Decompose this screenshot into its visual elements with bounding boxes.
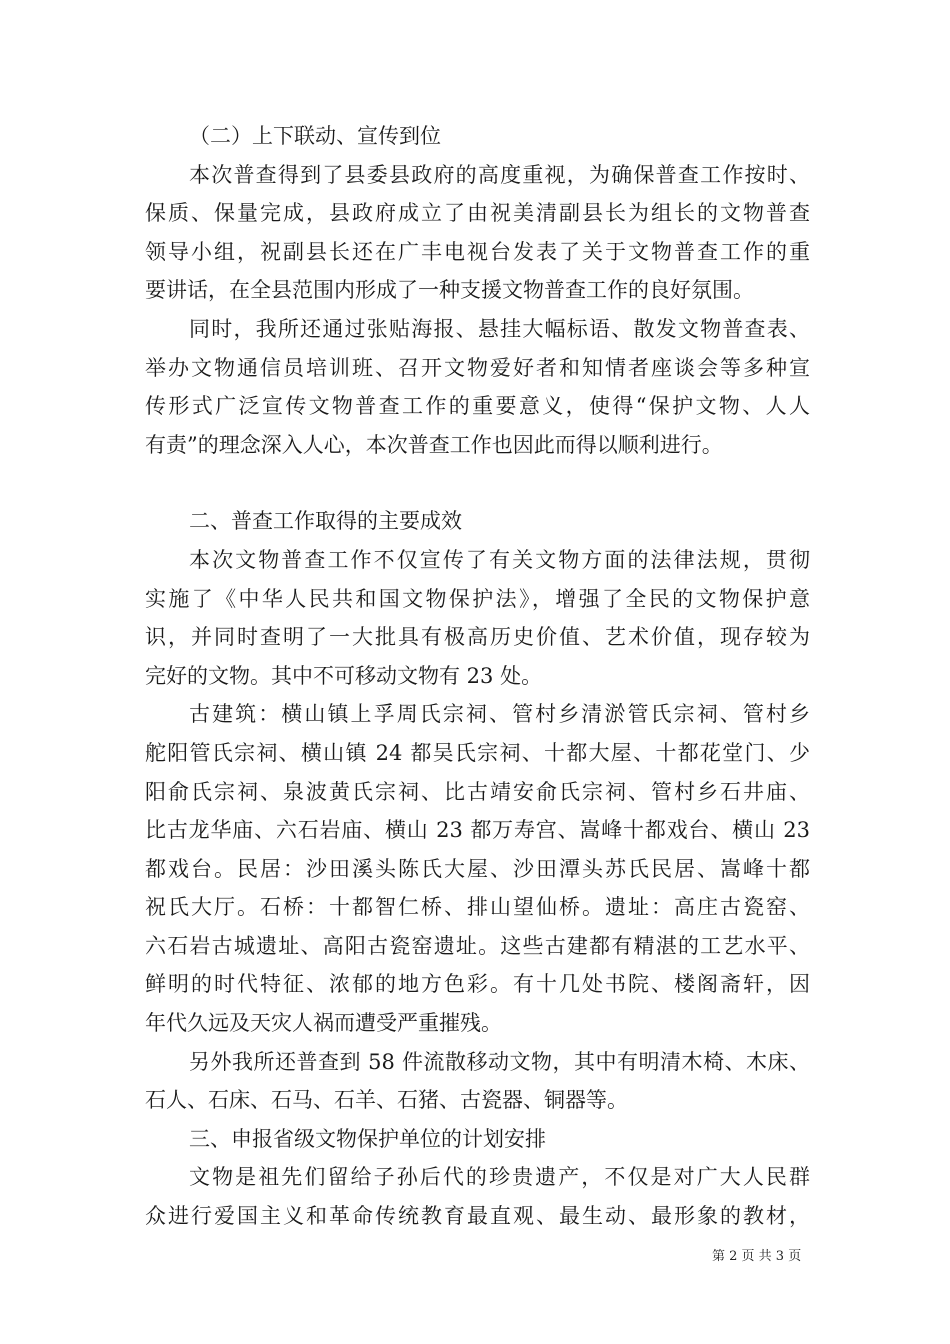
paragraph-line: 要讲话，在全县范围内形成了一种支援文物普查工作的良好氛围。 (145, 278, 754, 303)
paragraph-line: 领导小组，祝副县长还在广丰电视台发表了关于文物普查工作的重 (145, 239, 810, 264)
paragraph-line: 六石岩古城遗址、高阳古瓷窑遗址。这些古建都有精湛的工艺水平、 (145, 933, 810, 958)
page-number: 第 2 页 共 3 页 (712, 1249, 802, 1264)
paragraph-line: 古建筑：横山镇上孚周氏宗祠、管村乡清淤管氏宗祠、管村乡 (189, 702, 810, 727)
paragraph-line: 众进行爱国主义和革命传统教育最直观、最生动、最形象的教材， (145, 1204, 810, 1229)
document-body (145, 117, 810, 1236)
paragraph-line: 年代久远及天灾人祸而遭受严重摧残。 (145, 1011, 502, 1036)
paragraph-line: 实施了《中华人民共和国文物保护法》，增强了全民的文物保护意 (145, 586, 810, 611)
paragraph-line: 举办文物通信员培训班、召开文物爱好者和知情者座谈会等多种宣 (145, 355, 810, 380)
section-heading-2: 二、普查工作取得的主要成效 (189, 509, 462, 534)
paragraph-line: 舵阳管氏宗祠、横山镇 24 都吴氏宗祠、十都大屋、十都花堂门、少 (145, 740, 810, 765)
paragraph-line: 本次普查得到了县委县政府的高度重视，为确保普查工作按时、 (189, 162, 810, 187)
paragraph-line: 保质、保量完成，县政府成立了由祝美清副县长为组长的文物普查 (145, 201, 810, 226)
paragraph-line: 祝氏大厅。石桥：十都智仁桥、排山望仙桥。遗址：高庄古瓷窑、 (145, 895, 810, 920)
section-heading-2-2: （二）上下联动、宣传到位 (189, 124, 441, 148)
paragraph-line: 阳俞氏宗祠、泉波黄氏宗祠、比古靖安俞氏宗祠、管村乡石井庙、 (145, 779, 810, 804)
paragraph-line: 鲜明的时代特征、浓郁的地方色彩。有十几处书院、楼阁斋轩，因 (145, 972, 810, 997)
paragraph-line: 有责”的理念深入人心，本次普查工作也因此而得以顺利进行。 (145, 432, 723, 457)
paragraph-line: 同时，我所还通过张贴海报、悬挂大幅标语、散发文物普查表、 (189, 316, 810, 341)
paragraph-line: 文物是祖先们留给子孙后代的珍贵遗产，不仅是对广大人民群 (189, 1165, 810, 1190)
paragraph-line: 都戏台。民居：沙田溪头陈氏大屋、沙田潭头苏氏民居、嵩峰十都 (145, 856, 810, 881)
paragraph-line: 石人、石床、石马、石羊、石猪、古瓷器、铜器等。 (145, 1088, 628, 1113)
paragraph-line: 传形式广泛宣传文物普查工作的重要意义，使得“保护文物、人人 (145, 394, 810, 419)
section-spacer (145, 464, 810, 502)
paragraph-line: 本次文物普查工作不仅宣传了有关文物方面的法律法规，贯彻 (189, 547, 810, 572)
paragraph-line: 比古龙华庙、六石岩庙、横山 23 都万寿宫、嵩峰十都戏台、横山 23 (145, 818, 810, 843)
paragraph-line: 另外我所还普查到 58 件流散移动文物，其中有明清木椅、木床、 (189, 1049, 810, 1074)
paragraph-line: 完好的文物。其中不可移动文物有 23 处。 (145, 663, 543, 688)
section-heading-3: 三、申报省级文物保护单位的计划安排 (189, 1126, 546, 1151)
paragraph-line: 识，并同时查明了一大批具有极高历史价值、艺术价值，现存较为 (145, 625, 810, 650)
